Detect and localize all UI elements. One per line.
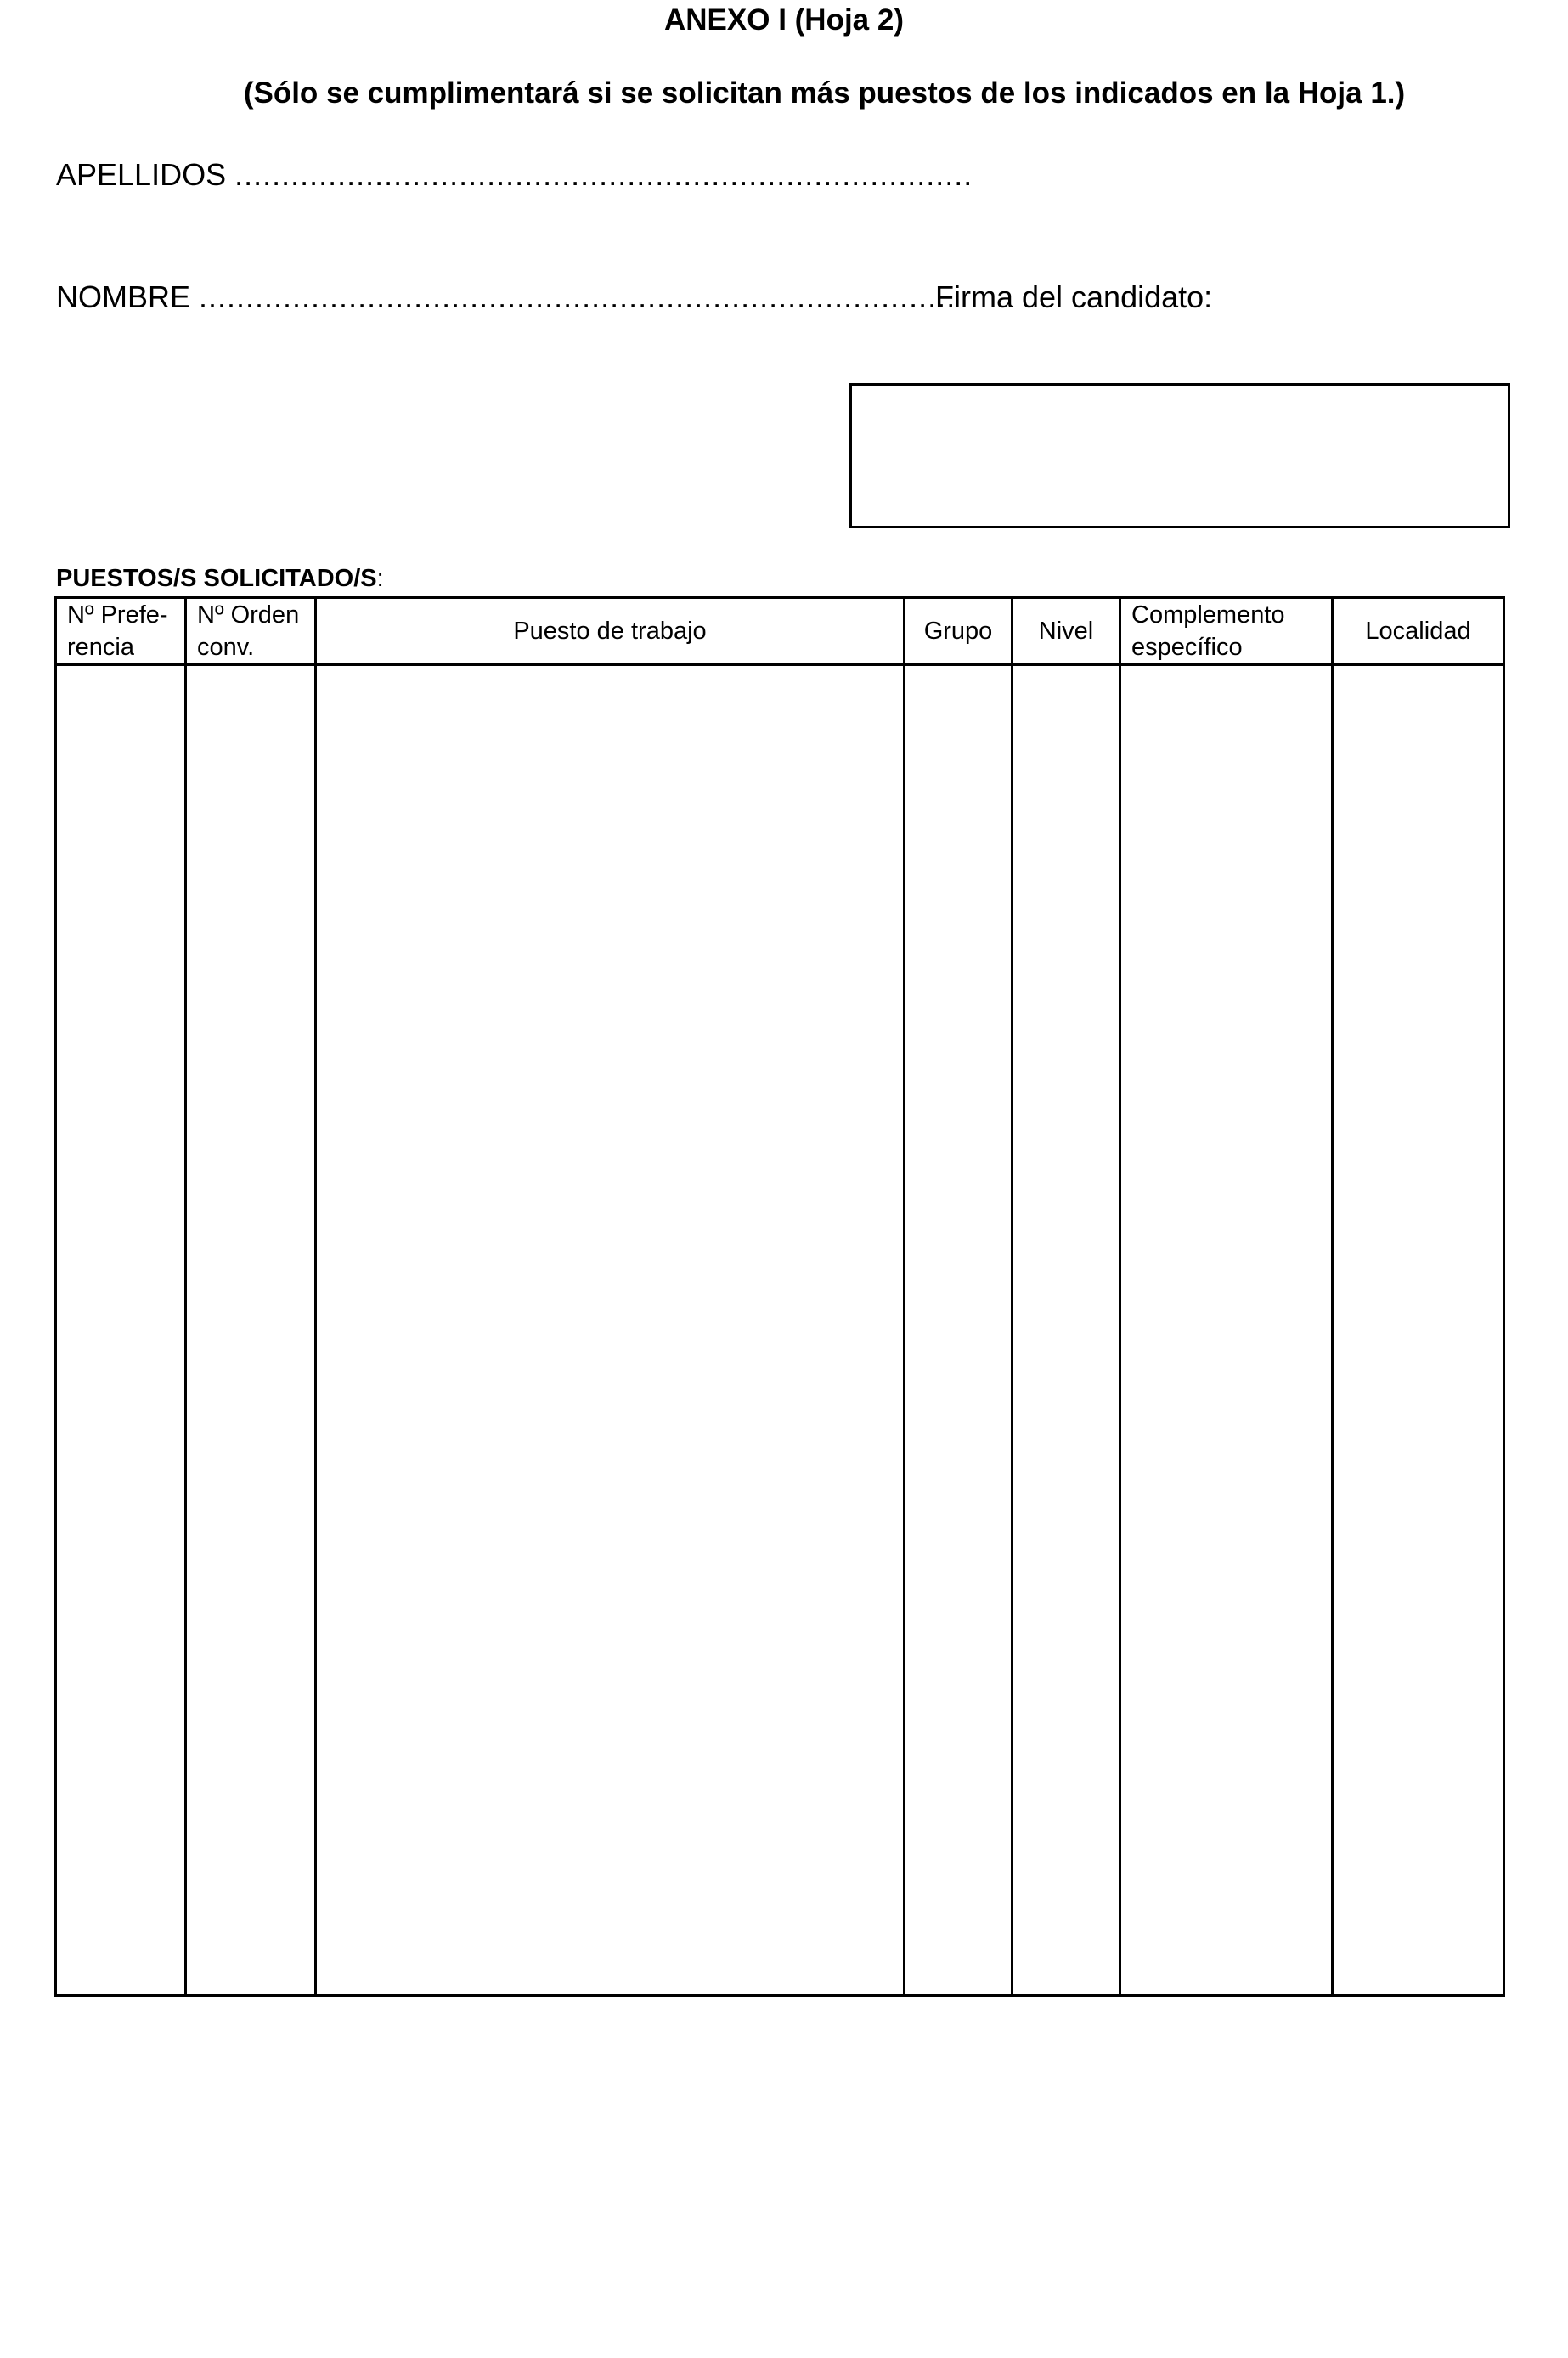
- nombre-label: NOMBRE: [56, 279, 191, 314]
- col-header-puesto: Puesto de trabajo: [316, 598, 905, 665]
- page-subtitle: (Sólo se cumplimentará si se solicitan más puestos de los indicados en la Hoja 1.): [243, 76, 1406, 110]
- col-header-localidad: Localidad: [1333, 598, 1504, 665]
- puestos-table: [54, 596, 1505, 1997]
- col-header-complemento: Complemento específico: [1120, 598, 1333, 665]
- cell-puesto[interactable]: [316, 665, 905, 1996]
- table-body-row: [56, 665, 1504, 1996]
- page-title: ANEXO I (Hoja 2): [664, 3, 904, 37]
- col-header-grupo: Grupo: [905, 598, 1012, 665]
- apellidos-field[interactable]: [56, 156, 973, 194]
- col-header-nivel: Nivel: [1012, 598, 1120, 665]
- signature-box[interactable]: [849, 383, 1510, 528]
- cell-localidad[interactable]: [1333, 665, 1504, 1996]
- section-label-colon: :: [376, 565, 384, 592]
- nombre-field[interactable]: [56, 279, 956, 316]
- cell-nivel[interactable]: [1012, 665, 1120, 1996]
- cell-complemento[interactable]: [1120, 665, 1333, 1996]
- section-label: [56, 563, 384, 594]
- firma-label: Firma del candidato:: [935, 279, 1213, 314]
- apellidos-dotted-line: ...............................................................................: [234, 157, 973, 192]
- cell-orden[interactable]: [186, 665, 316, 1996]
- nombre-dotted-line: .................................................................................: [199, 279, 956, 314]
- table-header-row: [56, 598, 1504, 665]
- cell-grupo[interactable]: [905, 665, 1012, 1996]
- apellidos-label: APELLIDOS: [56, 157, 227, 192]
- col-header-orden: Nº Orden conv.: [186, 598, 316, 665]
- col-header-preferencia: Nº Prefe- rencia: [56, 598, 186, 665]
- section-label-text: PUESTOS/S SOLICITADO/S: [56, 565, 377, 592]
- cell-preferencia[interactable]: [56, 665, 186, 1996]
